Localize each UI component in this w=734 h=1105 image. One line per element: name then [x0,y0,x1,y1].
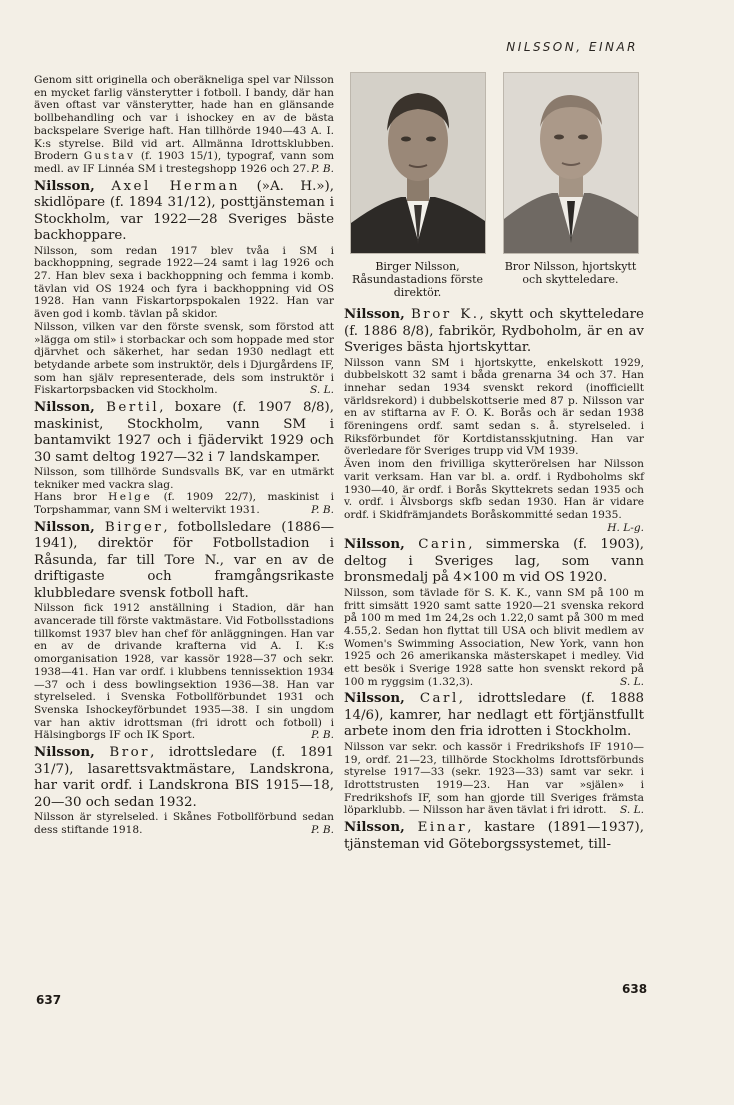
entry-surname: Nilsson, [34,518,95,535]
signature: S. L. [619,804,644,817]
entry-given-name: Bror [109,745,151,761]
photo-bror-block [497,72,644,306]
left-column [34,74,334,839]
portrait-photo-bror [503,72,639,254]
entry-body: Nilsson, som redan 1917 blev tvåa i SM i backhoppning, segrade 1922—24 samt i lag 1926 och 27. Han blev sexa i backhoppning och femma i komb. tävlan vid OS 1924 och fyra i backhoppning vid OS 1928. Han vann Fiskartorpspokalen 1922. Han var även god i komb. tävlan på skidor. [34,244,334,321]
entry-bertil: Nilsson, Bertil, boxare (f. 1907 8/8), maskinist, Stockholm, vann SM i bantamvikt 1927 och i fjädervikt 1929 och 30 samt deltog 1927—32 i 7 landskamper. Nilsson, som tillhörde Sundsvalls BK, var en utmärkt tekniker med vackra slag. Hans bror Helge (f. 1909 22/7), maskinist i Torpshammar, vann SM i weltervikt 1931. P. B. [34,399,334,517]
entry-carl: Nilsson, Carl, idrottsledare (f. 1888 14/6), kamrer, har nedlagt ett förtjänstfullt arbete inom den fria idrotten i Stockholm. Nilsson var sekr. och kassör i Fredrikshofs IF 1910—19, ordf. 21—23, tillhörde Stockholms Idrottsförbunds styrelse 1917—33 (sekr. 1923—33) samt var sekr. i Idrottstrusten 1919—23. Han var »själen» i Fredrikshofs IF, som han gjorde till Sveriges främsta löparklubb. — Nilsson har även tävlat i fri idrott. S. L. [344,690,644,817]
entry-surname: Nilsson, [34,177,95,194]
right-column [344,72,644,855]
intro-paragraph: Genom sitt originella och oberäkneliga spel var Nilsson en mycket farlig vänsterytter i fotboll. I bandy, där han även oftast var vänsterytter, hade han en glänsande bollbehandling och var i ishockey en av de bästa backspelare Sverige haft. Han tillhörde 1940—43 A. I. K:s styrelse. Bild vid art. Allmänna Idrottsklubben. [34,74,334,150]
portrait-bror-image [504,73,638,253]
entry-carin: Nilsson, Carin, simmerska (f. 1903), deltog i Sveriges lag, som vann bronsmedalj på 4×100 m vid OS 1920. Nilsson, som tävlade för S. K. K., vann SM på 100 m fritt simsätt 1920 samt satte 1920—21 svenska rekord på 100 m med 1m 24,2s och 1.22,0 samt på 300 m med 4.55,2. Sedan hon flyttat till USA och blivit medlem av Women's Swimming Association, New York, vann hon 1925 och 26 amerikanska mästerskapet i medley. Vid ett besök i Sverige 1928 satte hon svenskt rekord på 100 m ryggsim (1.32,3). S. L. [344,536,644,688]
entry-birger: Nilsson, Birger, fotbollsledare (1886—1941), direktör för Fotbollstadion i Råsunda, far till Tore N., var en av de driftigaste och framgångsrikaste klubbledare svensk fotboll haft. Nilsson fick 1912 anställning i Stadion, där han avancerade till förste vaktmästare. Vid Fotbollsstadions tillkomst 1937 blev han chef för anläggningen. Han var en av de drivande krafterna vid A. I. K:s omorganisation 1928, var kassör 1928—37 och sekr. 1938—41. Han var ordf. i klubbens tennissektion 1934—37 och i dess bowlingsektion 1936—38. Han var styrelseled. i Svenska Fotbollförbundet 1931 och Svenska Ishockeyförbundet 1935—38. I sin ungdom var han aktiv idrottsman (fri idrott och fotboll) i Hälsingborgs IF och IK Sport. P. B. [34,518,334,742]
signature: S. L. [309,384,334,397]
brother-name: Helge [108,491,153,504]
entry-given-name: Carin [418,537,469,553]
signature: P. B. [311,729,334,742]
entry-given-name: Einar [417,820,468,836]
entry-surname: Nilsson, [344,306,405,322]
entry-given-name: Axel Herman [111,178,241,194]
entry-einar: Nilsson, Einar, kastare (1891—1937), tjänsteman vid Göteborgssystemet, till- [344,819,644,852]
entry-surname: Nilsson, [344,819,405,836]
portrait-photo-birger [350,72,486,254]
page-number-left: 637 [36,993,62,1007]
signature: S. L. [619,675,644,688]
entry-given-name: Bror K. [410,307,480,322]
page-number-right: 638 [622,982,648,996]
entry-surname: Nilsson, [344,536,405,553]
brother-name: Gustav [83,150,136,163]
entry-body: Nilsson vann SM i hjortskytte, enkelskott 1929, dubbelskott 32 samt i båda grenarna 34 och 37. Han innehar sedan 1934 svenskt rekord (inofficiellt världsrekord) i dubbelskottserie med 87 p. Nilsson var en av stiftarna av F. O. K. Borås och är sedan 1938 föreningens ordf. samt sedan s. å. styrelseled. i Riksförbundet för Kortdistansskjutning. Han var överledare för Sveriges trupp vid VM 1939. [344,356,644,458]
signature: P. B. [311,162,334,175]
photo-birger-block [344,72,491,306]
entry-bror-landskrona: Nilsson, Bror, idrottsledare (f. 1891 31/7), lasarettsvaktmästare, Landskrona, har varit ordf. i Landskrona BIS 1915—18, 20—30 och sedan 1932. Nilsson är styrelseled. i Skånes Fotbollförbund sedan dess stiftande 1918. P. B. [34,744,334,836]
entry-given-name: Bertil [106,400,160,416]
running-header: NILSSON, EINAR [506,40,638,54]
photo-caption-bror: Bror Nilsson, hjortskytt och skytteledare. [504,260,637,286]
entry-surname: Nilsson, [34,744,95,761]
entry-axel-herman: Nilsson, Axel Herman (»A. H.»), skidlöpare (f. 1894 31/12), posttjänsteman i Stockholm, var 1922—28 Sveriges bäste backhoppare. Nilsson, som redan 1917 blev tvåa i SM i backhoppning, segrade 1922—24 samt i lag 1926 och 27. Han blev sexa i backhoppning och femma i komb. tävlan vid OS 1924 och fyra i backhoppning vid OS 1928. Han vann Fiskartorpspokalen 1922. Han var även god i komb. tävlan på skidor. Nilsson, vilken var den förste svensk, som förstod att »lägga om stil» i storbackar och som hoppade med stor djärvhet och säkerhet, har sedan 1930 nedlagt ett betydande arbete som instruktör, dels i Djurgårdens IF, som han själv representerade, dels som instruktör i Fiskartorpsbacken vid Stockholm. S. L. [34,177,335,397]
entry-body: Nilsson, som tillhörde Sundsvalls BK, var en utmärkt tekniker med vackra slag. [34,466,334,491]
photo-row [344,72,644,306]
entry-bror-k: Nilsson, Bror K., skytt och skytteledare (f. 1886 8/8), fabrikör, Rydboholm, är en av Sveriges bästa hjortskyttar. Nilsson vann SM i hjortskytte, enkelskott 1929, dubbelskott 32 samt i båda grenarna 34 och 37. Han innehar sedan 1934 svenskt rekord (inofficiellt världsrekord) i dubbelskottserie med 87 p. Nilsson var en av stiftarna av F. O. K. Borås och är sedan 1938 föreningens ordf. samt sedan s. å. styrelseled. i Riksförbundet för Kortdistansskjutning. Han var överledare för Sveriges trupp vid VM 1939. Även inom den frivilliga skytterörelsen har Nilsson varit verksam. Han var bl. a. ordf. i Rydboholms skf 1930—40, är ordf. i Borås Skyttekrets sedan 1935 och v. ordf. i Älvsborgs skfb sedan 1930. Han är vidare ordf. i Skidfrämjandets Boråskommitté sedan 1935. H. L-g. [344,306,644,534]
entry-surname: Nilsson, [344,690,405,707]
signature: P. B. [311,823,334,836]
entry-given-name: Carl [419,691,459,707]
entry-surname: Nilsson, [34,399,95,416]
entry-intro-continued: Genom sitt originella och oberäkneliga spel var Nilsson en mycket farlig vänsterytter i fotboll. I bandy, där han även oftast var vänsterytter, hade han en glänsande bollbehandling och var i ishockey en av de bästa backspelare Sverige haft. Han tillhörde 1940—43 A. I. K:s styrelse. Bild vid art. Allmänna Idrottsklubben. Brodern Gustav (f. 1903 15/1), typograf, vann som medl. av IF Linnéa SM i trestegshopp 1926 och 27. P. B. [34,74,334,175]
entry-given-name: Birger [104,519,164,535]
photo-caption-birger: Birger Nilsson, Råsundastadions förste direktör. [351,260,484,299]
signature: H. L-g. [607,521,644,534]
signature: P. B. [311,504,334,517]
portrait-birger-image [351,73,485,253]
